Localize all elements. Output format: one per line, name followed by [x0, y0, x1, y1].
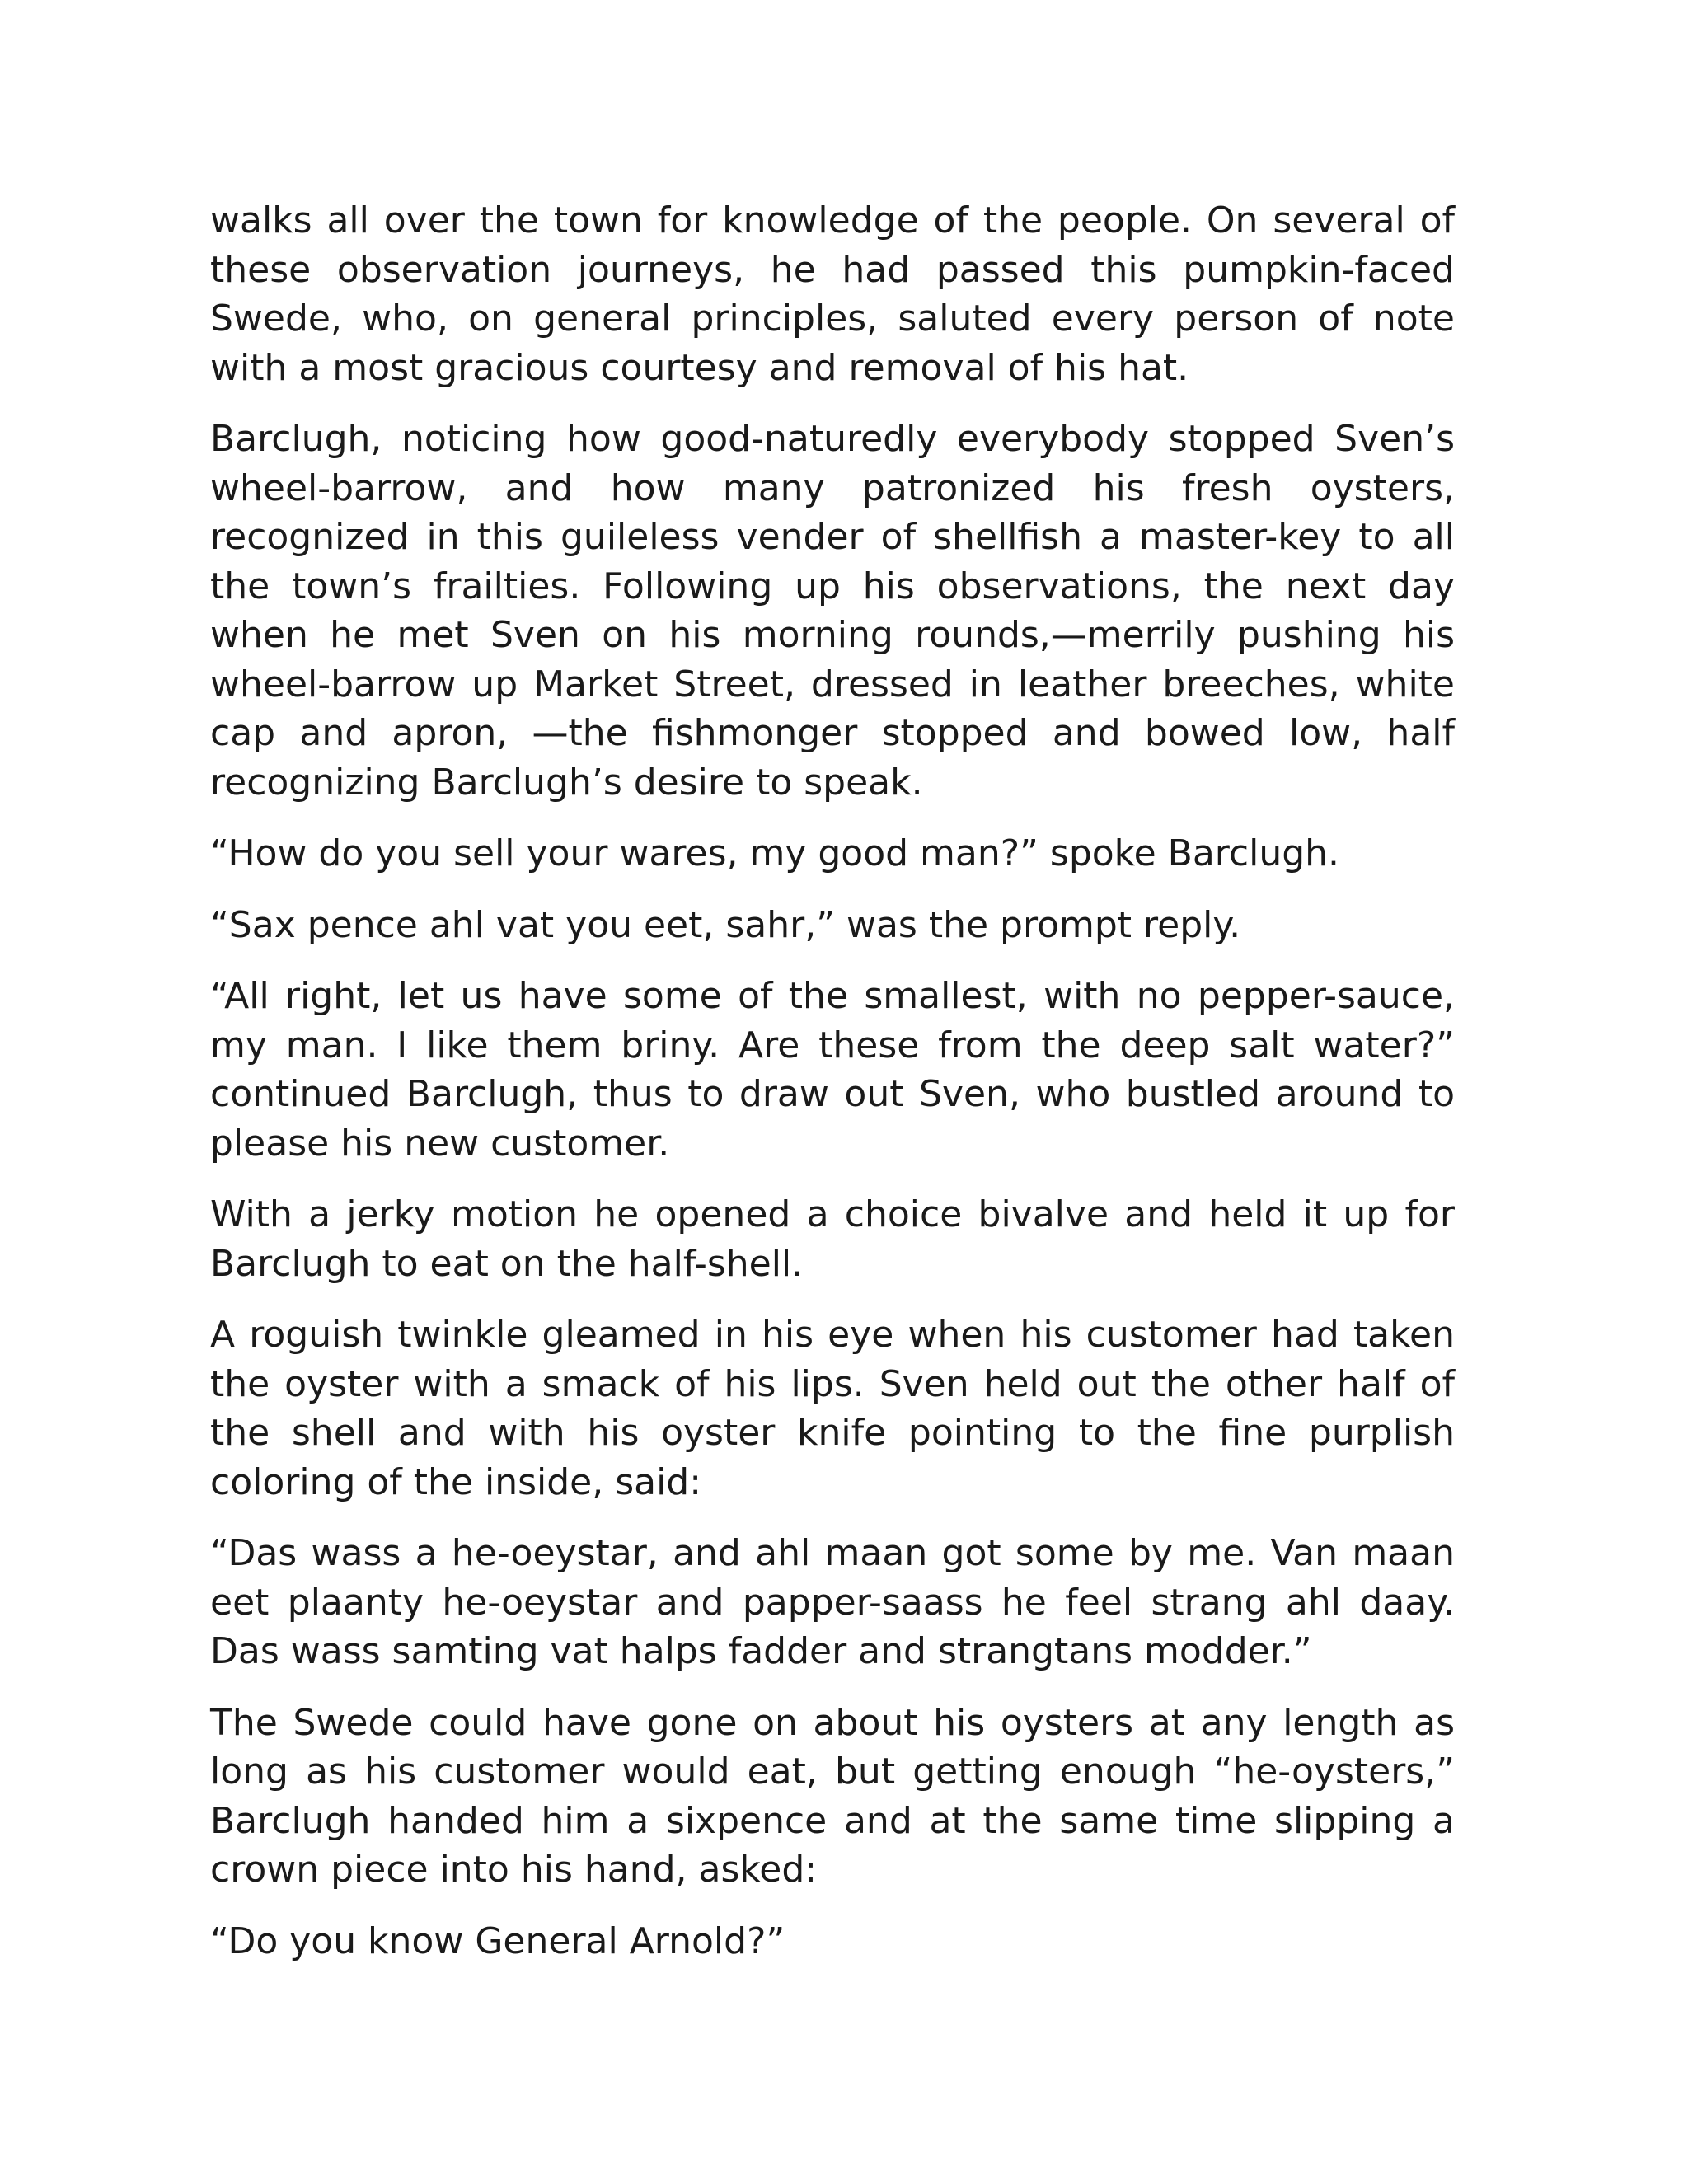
paragraph: Barclugh, noticing how good-naturedly everybody stopped Sven’s wheel-barrow, and how many patronized his fresh oysters, recognized in this guileless vender of shellfish a master-key to all the town’s frailties. Following up his observations, the next day when he met Sven on his morning rounds,—merrily pushing his wheel-barrow up Market Street, dressed in leather breeches, white cap and apron, —the fishmonger stopped and bowed low, half recognizing Barclugh’s desire to speak. — [210, 418, 1455, 804]
paragraph: “Sax pence ahl vat you eet, sahr,” was the prompt reply. — [210, 903, 1241, 946]
paragraph: “All right, let us have some of the smallest, with no pepper-sauce, my man. I like them briny. Are these from the deep salt water?” continued Barclugh, thus to draw out Sven, who bustled around to please his new customer. — [210, 975, 1455, 1165]
body-text — [210, 196, 1455, 1966]
paragraph: A roguish twinkle gleamed in his eye when his customer had taken the oyster with a smack of his lips. Sven held out the other half of the shell and with his oyster knife pointing to the fine purplish coloring of the inside, said: — [210, 1314, 1455, 1503]
paragraph: “Das wass a he-oeystar, and ahl maan got some by me. Van maan eet plaanty he-oeystar and papper-saass he feel strang ahl daay. Das wass samting vat halps fadder and strangtans modder.” — [210, 1532, 1455, 1672]
paragraph: The Swede could have gone on about his oysters at any length as long as his customer would eat, but getting enough “he-oysters,” Barclugh handed him a sixpence and at the same time slipping a crown piece into his hand, asked: — [210, 1701, 1455, 1891]
paragraph: “Do you know General Arnold?” — [210, 1919, 785, 1962]
paragraph: “How do you sell your wares, my good man?” spoke Barclugh. — [210, 832, 1340, 874]
paragraph: walks all over the town for knowledge of the people. On several of these observation journeys, he had passed this pumpkin-faced Swede, who, on general principles, saluted every person of note with a most gracious courtesy and removal of his hat. — [210, 199, 1455, 389]
paragraph: With a jerky motion he opened a choice bivalve and held it up for Barclugh to eat on the half-shell. — [210, 1193, 1455, 1285]
